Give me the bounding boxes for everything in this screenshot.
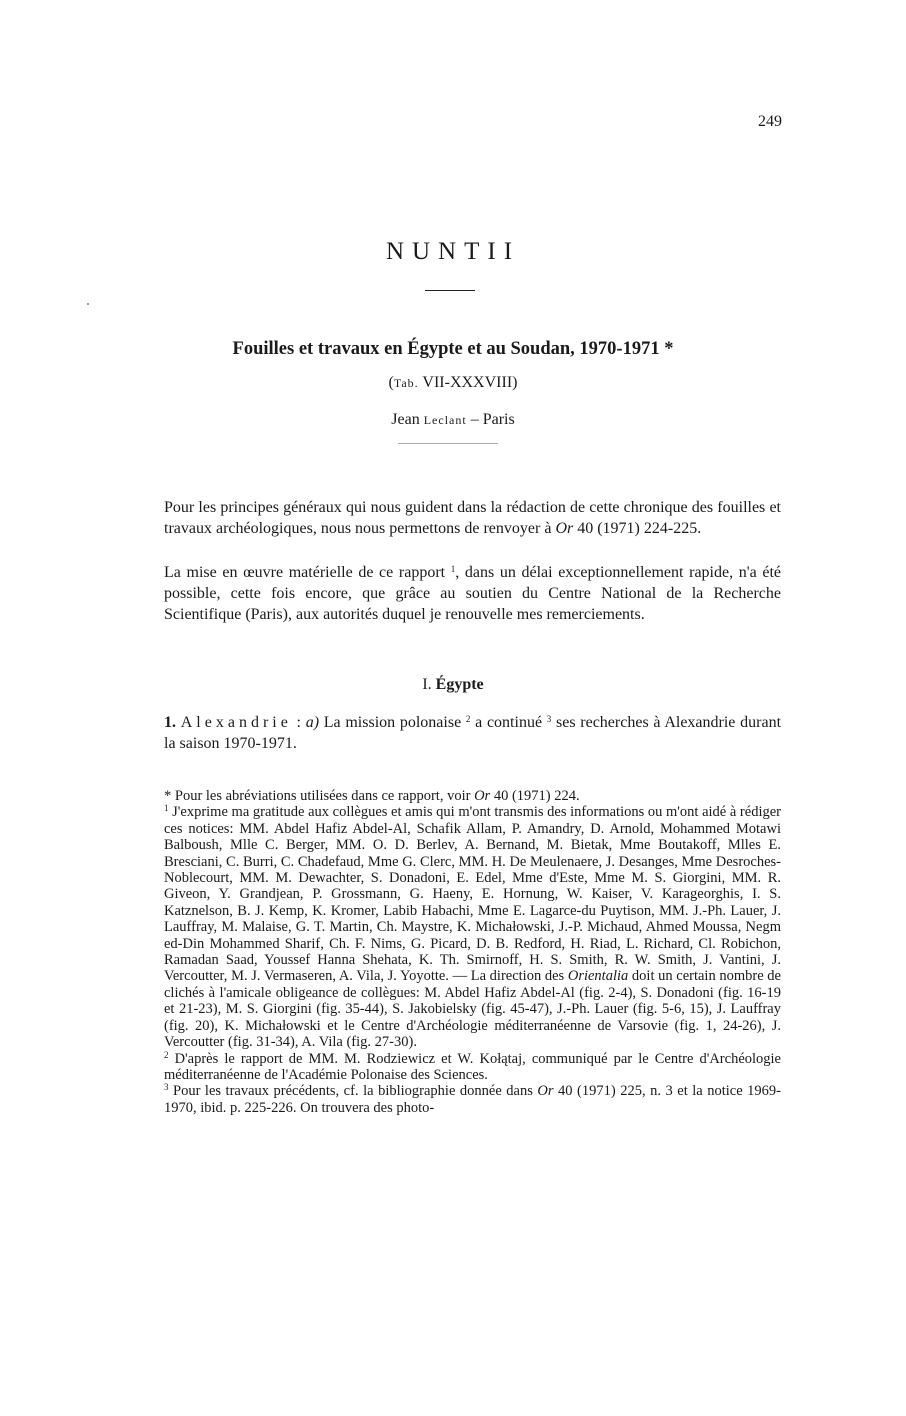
intro-p1-text: Pour les principes généraux qui nous guident dans la rédaction de cette chronique des fouilles et travaux archéologiques, nous nous permettons de renvoyer à <box>164 499 781 537</box>
footnote-star <box>164 788 781 804</box>
page-number: 249 <box>758 113 782 130</box>
intro-paragraph-1 <box>164 497 781 539</box>
footnote-3-mark: 3 <box>164 1082 169 1093</box>
author-last-name: Leclant <box>423 413 467 427</box>
journal-section-title: NUNTII <box>385 238 521 265</box>
title-rule <box>425 290 475 291</box>
author-line <box>0 411 906 429</box>
intro-paragraph-2 <box>164 562 781 625</box>
intro-p1-ref: Or <box>555 520 574 537</box>
footnote-1-text: J'exprime ma gratitude aux collègues et amis qui m'ont transmis des informations ou m'ont aidé à rédiger ces notices: MM. Abdel Hafiz Abdel-Al, Schafik Allam, P. Amandry, D. Arnold, Mohammed Motawi Balboush, Mlle C. Berger, MM. O. D. Berlev, A. Bernand, M. Bietak, Mme Boutakoff, Mlles E. Bresciani, C. Burri, C. Chadefaud, Mme G. Clerc, MM. H. De Meulenaere, J. Desanges, Mme Desroches-Noblecourt, MM. M. Dewachter, S. Donadoni, E. Edel, Mme d'Este, Mme M. S. Giorgini, MM. R. Giveon, Y. Grandjean, P. Grossmann, G. Haeny, E. Hornung, W. Kaiser, V. Karageorghis, I. S. Katznelson, B. J. Kemp, K. Kromer, Labib Habachi, Mme E. Lagarce-du Puytison, MM. J.-Ph. Lauer, J. Lauffray, M. Malaise, G. T. Martin, Ch. Maystre, K. Michałowski, J.-P. Michaud, Ahmed Moussa, Negm ed-Din Mohammed Sharif, Ch. F. Nims, G. Picard, D. B. Redford, H. Riad, L. Richard, Cl. Robichon, Ramadan Saad, Youssef Hanna Shehata, K. Th. Smirnoff, H. S. Smith, R. W. Smith, J. Vantini, J. Vercoutter, M. J. Vermaseren, A. Vila, J. Yoyotte. — La direction des <box>164 804 781 985</box>
plates-reference <box>0 374 906 392</box>
section-title: Égypte <box>435 676 484 693</box>
footnote-2-mark: 2 <box>164 1049 169 1060</box>
footnote-star-text-end: 40 (1971) 224. <box>490 788 580 804</box>
article-title: Fouilles et travaux en Égypte et au Soudan, 1970-1971 * <box>232 339 674 359</box>
section-number: I. <box>422 676 432 693</box>
entry-alexandrie <box>164 712 781 754</box>
entry-number: 1. <box>164 714 176 731</box>
intro-p1-text-end: 40 (1971) 224-225. <box>573 520 702 537</box>
plates-range: VII-XXXVIII) <box>418 374 518 391</box>
footnote-3-text-end: 40 (1971) 225, n. 3 et la notice 1969-1970, ibid. p. 225-226. On trouvera des photo- <box>164 1083 782 1116</box>
footnote-star-text: * Pour les abréviations utilisées dans ce rapport, voir <box>164 788 475 804</box>
footnote-ref-1: 1 <box>450 564 456 574</box>
author-place: – Paris <box>466 411 515 428</box>
author-rule <box>398 443 498 444</box>
entry-text-c: ses recherches à Alexandrie durant la saison 1970-1971. <box>164 714 782 752</box>
footnote-2-text: D'après le rapport de MM. M. Rodziewicz et W. Kołątaj, communiqué par le Centre d'Archéologie méditerranéenne de l'Académie Polonaise des Sciences. <box>164 1050 781 1083</box>
intro-p2-text: La mise en œuvre matérielle de ce rapport <box>164 564 451 581</box>
footnote-ref-2: 2 <box>465 714 471 724</box>
entry-text-a: La mission polonaise <box>319 714 466 731</box>
intro-p2-text-end: , dans un délai exceptionnellement rapide, n'a été possible, cette fois encore, que grâce au soutien du Centre National de la Recherche Scientifique (Paris), aux autorités duquel je renouvelle mes remerciements. <box>164 564 781 623</box>
footnote-1 <box>164 804 781 1050</box>
entry-colon: : <box>291 714 306 731</box>
footnote-3-text: Pour les travaux précédents, cf. la bibliographie donnée dans <box>168 1083 538 1100</box>
footnote-1-mark: 1 <box>164 803 169 814</box>
entry-place: Alexandrie <box>180 714 292 731</box>
footnote-star-ref: Or <box>474 788 491 804</box>
entry-text-b: a continué <box>470 714 547 731</box>
footnote-3-ref: Or <box>537 1083 554 1100</box>
footnotes <box>164 788 781 1116</box>
footnote-3 <box>164 1083 781 1116</box>
scan-speck <box>87 303 89 305</box>
plates-prefix: Tab. <box>393 376 419 390</box>
footnote-ref-3: 3 <box>546 714 552 724</box>
footnote-2 <box>164 1051 781 1084</box>
plates-open-paren: ( <box>388 374 394 391</box>
author-first-name: Jean <box>391 411 424 428</box>
footnote-1-text-end: doit un certain nombre de clichés à l'amicale obligeance de collègues: M. Abdel Hafiz Abdel-Al (fig. 2-4), S. Donadoni (fig. 16-19 et 21-23), M. S. Giorgini (fig. 35-44), S. Jakobielsky (fig. 45-47), J.-Ph. Lauer (fig. 5-6, 15), J. Lauffray (fig. 20), K. Michałowski et le Centre d'Archéologie méditerranéenne de Varsovie (fig. 1, 24-26), J. Vercoutter (fig. 31-34), A. Vila (fig. 27-30). <box>164 968 781 1051</box>
section-heading <box>0 676 906 694</box>
entry-item-marker: a) <box>305 714 320 731</box>
footnote-1-journal: Orientalia <box>567 968 629 985</box>
